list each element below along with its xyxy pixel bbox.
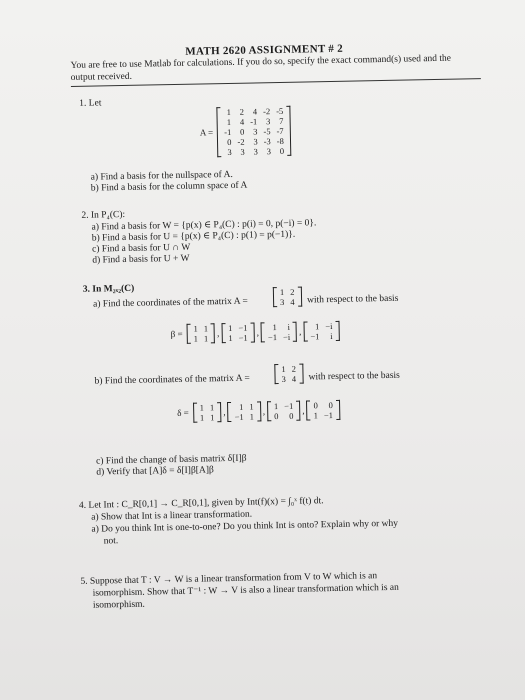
q1-matrix-cell: 4 bbox=[252, 106, 258, 117]
beta-cell: −i bbox=[282, 331, 291, 342]
q1-part-a: a) Find a basis for the nullspace of A. bbox=[90, 169, 233, 183]
q1-matrix-cell: -5 bbox=[263, 126, 271, 137]
delta-cell: 1 bbox=[239, 401, 244, 412]
q1-matrix-cell: 3 bbox=[266, 116, 271, 127]
q1-matrix-cell: 3 bbox=[253, 136, 258, 147]
delta-basis: δ = 1 1 1 1 , 1 1 −1 1 , 1 −1 0 0 , 0 0 1 −1 bbox=[177, 400, 340, 423]
beta-cell: −1 bbox=[267, 332, 278, 343]
delta-matrix bbox=[306, 400, 340, 421]
intro-text: You are free to use Matlab for calculations. If you do so, specify the exact command(s) used and the output received. bbox=[70, 53, 452, 83]
q1-matrix-cell: -3 bbox=[263, 136, 271, 147]
q1-matrix-cell: 0 bbox=[279, 145, 285, 156]
delta-cell: 0 bbox=[274, 411, 279, 422]
delta-cell: 1 bbox=[273, 401, 279, 412]
q3-a-cell: 1 bbox=[279, 286, 285, 298]
q1-matrix-cell: -1 bbox=[224, 126, 232, 138]
delta-matrix bbox=[267, 401, 301, 422]
q2-part-a: a) Find a basis for W = {p(x) ∈ P₄(C) : p(i) = 0, p(−i) = 0}. bbox=[91, 218, 317, 233]
q1-matrix-cell: 3 bbox=[266, 146, 272, 157]
q3-part-d: d) Verify that [A]δ = δ[I]β[A]β bbox=[96, 465, 214, 478]
q1-matrix-cell: 3 bbox=[253, 146, 258, 157]
q2-part-b: b) Find a basis for U = {p(x) ∈ P₄(C) : p(1) = p(−1)}. bbox=[91, 229, 296, 244]
q3-label: 3. In M₂ₓ₂(C) bbox=[82, 283, 135, 295]
q1-matrix-cell: -2 bbox=[237, 136, 245, 147]
q4-part-a: a) Show that Int is a linear transformation. bbox=[91, 509, 253, 523]
q1-matrix-cell: 1 bbox=[226, 116, 232, 128]
beta-cell: 1 bbox=[203, 333, 209, 344]
beta-cell: 1 bbox=[203, 323, 209, 334]
beta-cell: −1 bbox=[238, 332, 248, 343]
beta-matrix bbox=[186, 323, 215, 344]
q1-matrix-cell: 0 bbox=[227, 136, 232, 148]
delta-cell: 0 bbox=[289, 410, 294, 421]
beta-cell: 1 bbox=[193, 323, 198, 334]
beta-cell: −1 bbox=[238, 322, 248, 333]
q1-matrix-cell: -7 bbox=[276, 125, 284, 137]
q1-matrix-cell: 2 bbox=[239, 106, 245, 117]
q3-matrix-a bbox=[273, 287, 302, 308]
q3-part-a-tail: with respect to the basis bbox=[306, 293, 399, 306]
delta-cell: 1 bbox=[210, 412, 215, 423]
q3-b-cell: 4 bbox=[291, 373, 297, 384]
q1-matrix-cell: -5 bbox=[276, 105, 284, 117]
q3-part-b-tail: with respect to the basis bbox=[308, 370, 400, 383]
delta-cell: 1 bbox=[249, 401, 254, 412]
delta-cell: 1 bbox=[209, 402, 215, 413]
q3-b-cell: 3 bbox=[281, 373, 286, 385]
q1-matrix-cell: 3 bbox=[240, 146, 245, 157]
beta-cell: 1 bbox=[314, 321, 320, 332]
q1-part-b: b) Find a basis for the column space of A bbox=[90, 180, 248, 194]
q5-line-1: 5. Suppose that T : V → W is a linear transformation from V to W which is an bbox=[80, 571, 378, 587]
q2-label: 2. In P₄(C): bbox=[81, 209, 126, 221]
delta-cell: 0 bbox=[313, 400, 318, 411]
q1-label: 1. Let bbox=[79, 98, 102, 109]
delta-cell: 1 bbox=[199, 402, 205, 413]
beta-matrix bbox=[303, 321, 340, 342]
delta-cell: −1 bbox=[234, 411, 244, 422]
beta-matrix bbox=[261, 322, 298, 343]
q3-a-cell: 4 bbox=[290, 296, 295, 307]
page-title: MATH 2620 ASSIGNMENT # 2 bbox=[185, 42, 344, 58]
q3-matrix-b bbox=[274, 364, 303, 385]
beta-cell: i bbox=[330, 331, 333, 342]
beta-matrix bbox=[221, 323, 255, 344]
q1-matrix-cell: 0 bbox=[240, 126, 245, 137]
beta-label: β = bbox=[170, 328, 183, 340]
delta-cell: −1 bbox=[323, 410, 334, 421]
q5-line-2: isomorphism. Show that T⁻¹ : W → V is also a linear transformation which is an bbox=[92, 582, 399, 599]
beta-cell: −i bbox=[325, 321, 333, 332]
q1-matrix-cell: -1 bbox=[250, 116, 258, 127]
delta-matrix bbox=[193, 402, 222, 423]
q2-part-c: c) Find a basis for U ∩ W bbox=[91, 242, 191, 255]
q3-b-cell: 1 bbox=[281, 363, 286, 375]
q1-matrix: A = 1 2 4 -2 -5 1 4 -1 3 7 -1 0 3 -5 -7 0 -2 3 -3 -8 3 3 3 3 0 bbox=[199, 106, 291, 158]
delta-cell: 1 bbox=[249, 411, 255, 422]
delta-cell: −1 bbox=[284, 400, 294, 411]
beta-cell: 1 bbox=[228, 322, 233, 334]
q3-b-cell: 2 bbox=[291, 363, 296, 374]
q5-line-3: isomorphism. bbox=[92, 599, 145, 611]
delta-matrix bbox=[227, 401, 261, 422]
q1-matrix-cell: 7 bbox=[279, 115, 284, 126]
delta-label: δ = bbox=[177, 407, 189, 419]
q4-part-b: a) Do you think Int is one-to-one? Do you think Int is onto? Explain why or why bbox=[91, 518, 399, 535]
delta-cell: 1 bbox=[313, 410, 319, 421]
beta-cell: 1 bbox=[272, 322, 277, 333]
beta-basis: β = 1 1 1 1 , 1 −1 1 −1 , 1 i −1 −i , 1 −i −1 i bbox=[171, 321, 340, 344]
beta-cell: −1 bbox=[310, 331, 320, 342]
q1-matrix-cell: 3 bbox=[253, 126, 258, 137]
q3-part-b: b) Find the coordinates of the matrix A = bbox=[94, 373, 250, 387]
q1-matrix-cell: -2 bbox=[262, 106, 271, 117]
beta-cell: 1 bbox=[228, 332, 233, 344]
q4-part-b-cont: not. bbox=[103, 536, 119, 547]
q1-matrix-cell: -8 bbox=[276, 135, 284, 147]
q2-part-d: d) Find a basis for U + W bbox=[92, 253, 190, 266]
q1-matrix-cell: 4 bbox=[239, 116, 245, 127]
q3-a-cell: 2 bbox=[290, 286, 295, 297]
q1-matrix-cell: 1 bbox=[226, 106, 231, 118]
assignment-sheet bbox=[70, 29, 525, 687]
beta-cell: 1 bbox=[193, 333, 199, 344]
q4-statement: 4. Let Int : C_R[0,1] → C_R[0,1], given by Int(f)(x) = ∫₀ˣ f(t) dt. bbox=[78, 496, 324, 511]
q3-part-a: a) Find the coordinates of the matrix A = bbox=[93, 296, 248, 310]
delta-cell: 0 bbox=[328, 400, 333, 411]
beta-cell: i bbox=[287, 321, 291, 332]
q1-matrix-cell: 3 bbox=[227, 146, 232, 157]
q3-part-c: c) Find the change of basis matrix δ[I]β bbox=[96, 453, 247, 467]
q3-a-cell: 3 bbox=[280, 296, 285, 308]
delta-cell: 1 bbox=[199, 412, 205, 423]
